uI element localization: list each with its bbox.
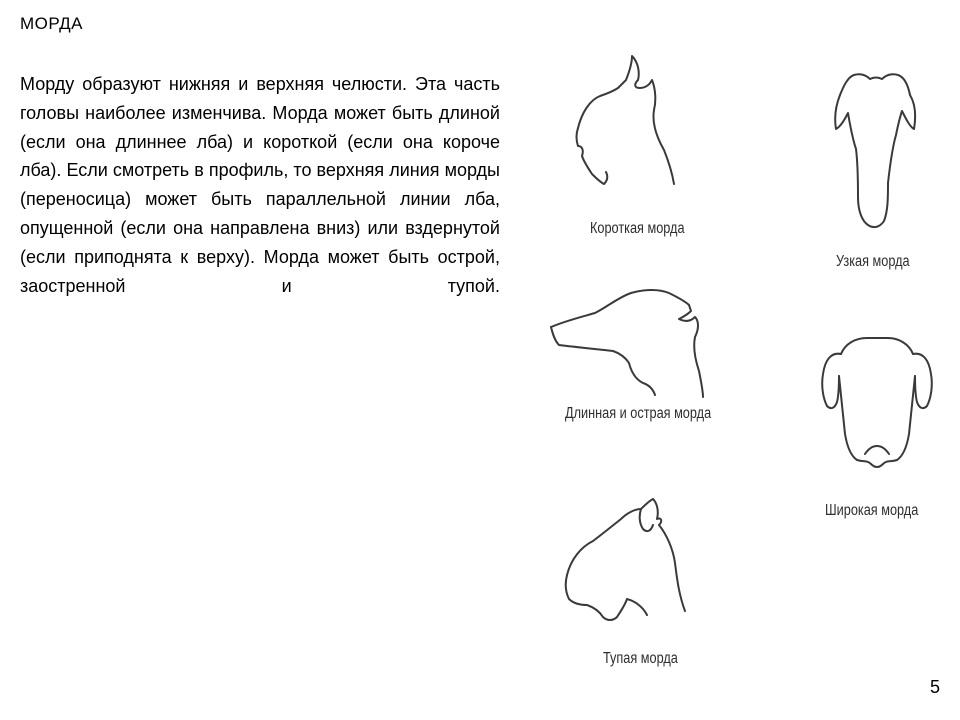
figure-long-sharp-muzzle: [545, 285, 745, 435]
caption-narrow-muzzle: Узкая морда: [836, 253, 910, 270]
slide-title: МОРДА: [20, 14, 83, 33]
caption-long-sharp-muzzle: Длинная и острая морда: [565, 405, 712, 422]
dog-head-profile-short-icon: [560, 50, 720, 210]
dog-head-profile-long-sharp-icon: [545, 285, 745, 405]
page-number: 5: [929, 677, 940, 697]
body-text: [20, 70, 500, 300]
caption-wide-muzzle: Широкая морда: [825, 502, 919, 519]
dog-head-front-wide-icon: [815, 330, 940, 480]
caption-short-muzzle: Короткая морда: [590, 220, 685, 237]
figure-wide-muzzle: [815, 330, 940, 530]
body-paragraph: Морду образуют нижняя и верхняя челюсти. Эта часть головы наиболее изменчива. Морда может быть длиной (если она длиннее лба) и короткой (если она короче лба). Если смотреть в профиль, то верхняя линия морды (переносица) может быть параллельной линии лба, опущенной (если она направлена вниз) или вздернутой (если приподнята к верху). Морда может быть острой, заостренной и тупой.: [20, 74, 500, 296]
dog-head-front-narrow-icon: [830, 65, 920, 240]
figure-narrow-muzzle: [830, 65, 940, 280]
figure-short-muzzle: [560, 50, 720, 250]
dog-head-profile-blunt-icon: [555, 495, 715, 635]
caption-blunt-muzzle: Тупая морда: [603, 650, 678, 667]
figure-blunt-muzzle: [555, 495, 715, 680]
